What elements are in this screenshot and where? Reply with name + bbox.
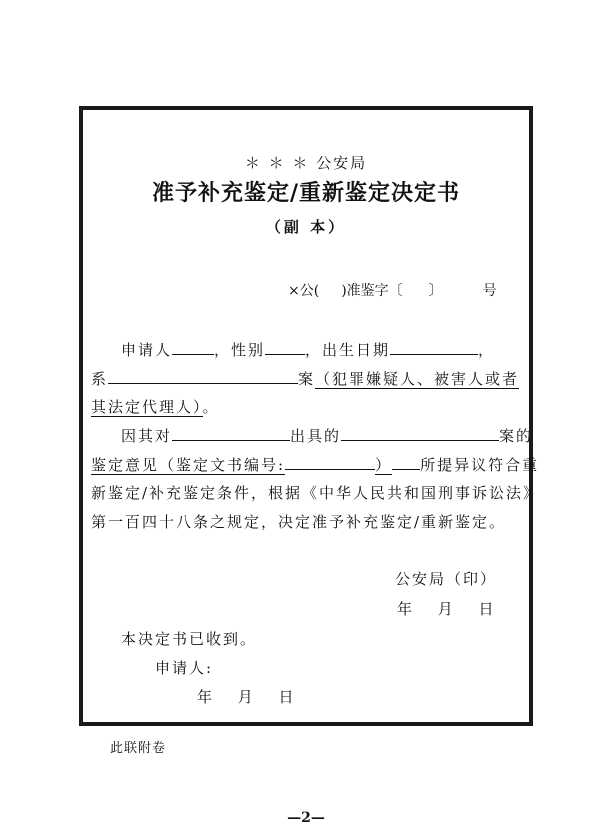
trailing-blank: [392, 453, 420, 470]
body-line-2: [91, 367, 519, 389]
birthdate-blank: [390, 338, 478, 355]
receipt-statement: 本决定书已收到。: [121, 630, 258, 648]
issuer-seal: 公安局（印）: [395, 570, 498, 588]
case-label: 案: [298, 369, 316, 388]
receipt-applicant: 申请人:: [155, 659, 214, 677]
comma: ，: [478, 340, 496, 359]
case-of-label: 案的: [499, 426, 534, 445]
because-label: 因其对: [121, 426, 173, 445]
body-line-1: [121, 338, 495, 360]
doc-number-mid: )准鉴字〔: [341, 283, 403, 299]
document-number: [288, 280, 497, 300]
body-line-7: 第一百四十八条之规定，决定准予补充鉴定/重新鉴定。: [91, 513, 507, 531]
doc-number-close: 〕: [428, 283, 443, 299]
relation-label: 系: [91, 369, 109, 388]
doc-number-prefix: ×公(: [288, 283, 320, 299]
role-options: （犯罪嫌疑人、被害人或者: [315, 369, 520, 388]
legal-representative-text: 其法定代理人）: [91, 398, 203, 416]
opinion-number-blank: [285, 453, 375, 470]
doc-number-suffix: 号: [482, 283, 497, 299]
document-frame: [79, 106, 541, 726]
opinion-number-label: 鉴定意见（鉴定文书编号:: [91, 455, 286, 474]
objection-text: 所提异议符合重: [420, 455, 540, 474]
archive-note: 此联附卷: [110, 741, 167, 756]
gender-blank: [265, 338, 305, 355]
receipt-date: 年 月 日: [197, 688, 296, 706]
document-title: 准予补充鉴定/重新鉴定决定书: [151, 180, 461, 206]
page-number: —2—: [287, 810, 325, 826]
issue-date: 年 月 日: [397, 600, 496, 618]
applicant-label: 申请人: [121, 340, 173, 359]
body-line-3: [91, 396, 220, 417]
issuing-organ: ＊ ＊ ＊ 公安局: [244, 154, 368, 172]
case-name-blank: [108, 367, 298, 384]
copy-label: （副 本）: [265, 218, 347, 236]
period: 。: [202, 398, 220, 416]
body-line-5: [91, 453, 539, 475]
applicant-blank: [172, 338, 214, 355]
birthdate-label: ，出生日期: [305, 340, 391, 359]
institution-blank: [172, 424, 290, 441]
body-line-4: [121, 424, 533, 446]
closing-paren: ）: [375, 455, 393, 474]
case-blank: [341, 424, 499, 441]
body-line-6: 新鉴定/补充鉴定条件，根据《中华人民共和国刑事诉讼法》: [91, 484, 541, 502]
issued-label: 出具的: [290, 426, 342, 445]
gender-label: ，性别: [214, 340, 266, 359]
